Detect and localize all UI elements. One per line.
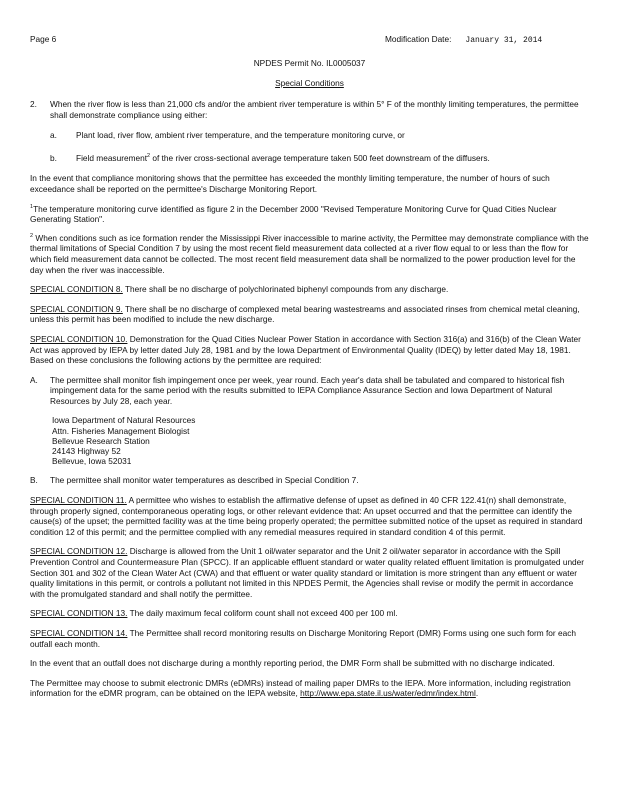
item-b (50, 153, 590, 164)
item-B-text: The permittee shall monitor water temperatures as described in Special Condition 7. (50, 475, 359, 486)
item-b-number: b. (50, 152, 57, 163)
modification-date-value: January 31, 2014 (465, 36, 543, 45)
special-condition-11-text: A permittee who wishes to establish the affirmative defense of upset as defined in 40 CFR 122.41(n) shall demonstrate, through properly signed, contemporaneous operating logs, or other relevant evidence that: An upset occurred and that the permittee can identify the cause(s) of the upset; the permitted facility was at the time being properly operated; the permittee submitted notice of the upset as required in standard condition 12 of this permit; and the permittee complied with any remedial measures required in standard condition 4 of this permit. (30, 495, 583, 537)
condition-2-number: 2. (30, 99, 37, 109)
edmr-text: The Permittee may choose to submit electronic DMRs (eDMRs) instead of mailing paper DMRs to the IEPA. More information, including registration information for the eDMR program, can be obtained on the IEPA website, (30, 677, 571, 699)
special-condition-13-label: SPECIAL CONDITION 13. (30, 608, 128, 619)
special-condition-9-label: SPECIAL CONDITION 9. (30, 303, 123, 314)
item-A-text: The permittee shall monitor fish impingement once per week, year round. Each year's data shall be tabulated and compared to historical fish impingement data for the same period with the results submitted to IEPA Compliance Assurance Section and Iowa Department of Natural Resources by July 28, each year. (50, 374, 565, 406)
modification-date (385, 34, 542, 45)
special-condition-11-label: SPECIAL CONDITION 11. (30, 495, 127, 506)
special-condition-14 (30, 628, 590, 649)
special-condition-10 (30, 334, 590, 366)
page-number: Page 6 (30, 34, 57, 44)
item-A (30, 375, 590, 407)
section-title: Special Conditions (275, 78, 344, 88)
document-body (30, 99, 590, 708)
item-a (50, 130, 590, 141)
special-condition-8-label: SPECIAL CONDITION 8. (30, 284, 123, 295)
special-condition-9-text: There shall be no discharge of complexed metal bearing wastestreams and associated rinses from chemical metal cleaning, unless this permit has been modified to include the new discharge. (30, 303, 580, 325)
special-condition-8-text: There shall be no discharge of polychlorinated biphenyl compounds from any discharge. (122, 284, 449, 295)
footnote-1-marker: 1 (30, 203, 34, 210)
special-condition-14-label: SPECIAL CONDITION 14. (30, 628, 128, 639)
footnote-1 (30, 204, 590, 225)
permit-number: NPDES Permit No. IL0005037 (253, 58, 366, 68)
address-line: Bellevue, Iowa 52031 (52, 456, 132, 467)
special-condition-10-text: Demonstration for the Quad Cities Nuclear Power Station in accordance with Section 316(a) and 316(b) of the Clean Water Act was approved by IEPA by letter dated July 28, 1981 and by the Iowa Department of Environmental Quality (IDEQ) by letter dated May 18, 1981. Based on these conclusions the following actions by the permittee are required: (30, 333, 581, 366)
footnote-2-text: When conditions such as ice formation render the Mississippi River inaccessible to marine activity, the Permittee may demonstrate compliance with the thermal limitations of Special Condition 7 by using the most recent field measurement data collected at a river flow equal to or less than the flow for which field measurement data cannot be collected. The most recent field measurement data shall be normalized to the power production level for the day when the river was inaccessible. (30, 232, 589, 275)
footnote-ref-2: 2 (147, 153, 151, 160)
item-b-text-end: of the river cross-sectional average temperature taken 500 feet downstream of the diffusers. (150, 152, 490, 163)
special-condition-11 (30, 495, 590, 537)
condition-2-text: When the river flow is less than 21,000 cfs and/or the ambient river temperature is within 5° F of the monthly limiting temperatures, the permittee shall demonstrate compliance using either: (50, 99, 579, 120)
modification-date-label: Modification Date: (385, 34, 452, 44)
special-condition-12-text: Discharge is allowed from the Unit 1 oil/water separator and the Unit 2 oil/water separator in accordance with the Spill Prevention Control and Countermeasure Plan (SPCC). If an applicable effluent standard or water quality related effluent limitation is promulgated under Section 301 and 302 of the Clean Water Act (CWA) and that effluent or water quality standard or limitation is more stringent than any effluent or water quality limitations in this permit, or controls a pollutant not limited in this NPDES Permit, the Agencies shall revise or modify the permit in accordance with the promulgated standard and shall notify the permittee. (30, 546, 585, 599)
condition-2 (30, 99, 590, 120)
special-condition-9 (30, 304, 590, 325)
special-condition-12 (30, 546, 590, 599)
special-condition-13 (30, 608, 590, 619)
item-a-text: Plant load, river flow, ambient river temperature, and the temperature monitoring curve, or (76, 130, 405, 141)
item-b-text-start: Field measurement (76, 152, 148, 163)
special-condition-13-text: The daily maximum fecal coliform count shall not exceed 400 per 100 ml. (127, 608, 398, 619)
address-line: Attn. Fisheries Management Biologist (52, 425, 190, 436)
edmr-paragraph (30, 678, 590, 699)
special-condition-10-label: SPECIAL CONDITION 10. (30, 333, 128, 344)
item-B-number: B. (30, 475, 38, 486)
address-block (52, 415, 590, 466)
special-condition-14-text: The Permittee shall record monitoring results on Discharge Monitoring Report (DMR) Forms using one such form for each outfall each month. (30, 628, 576, 649)
special-condition-12-label: SPECIAL CONDITION 12. (30, 546, 128, 557)
item-b-text (76, 153, 590, 164)
special-condition-8 (30, 284, 590, 295)
footnote-2 (30, 233, 590, 275)
footnote-2-marker: 2 (30, 232, 34, 239)
address-line: 24143 Highway 52 (52, 446, 121, 457)
address-line: Bellevue Research Station (52, 435, 150, 446)
exceedance-paragraph: In the event that compliance monitoring shows that the permittee has exceeded the monthly limiting temperature, the number of hours of such exceedance shall be reported on the permittee's Discharge Monitoring Report. (30, 173, 550, 194)
item-A-number: A. (30, 374, 38, 385)
item-a-number: a. (50, 130, 57, 141)
footnote-1-text: The temperature monitoring curve identified as figure 2 in the December 2000 "Revised Temperature Monitoring Curve for Quad Cities Nuclear Generating Station". (30, 203, 557, 225)
address-line: Iowa Department of Natural Resources (52, 415, 196, 426)
edmr-end: . (475, 688, 479, 699)
item-B (30, 475, 590, 486)
no-discharge-paragraph: In the event that an outfall does not discharge during a monthly reporting period, the DMR Form shall be submitted with no discharge indicated. (30, 658, 555, 669)
iepa-website-link[interactable]: http://www.epa.state.il.us/water/edmr/index.html (300, 688, 476, 699)
